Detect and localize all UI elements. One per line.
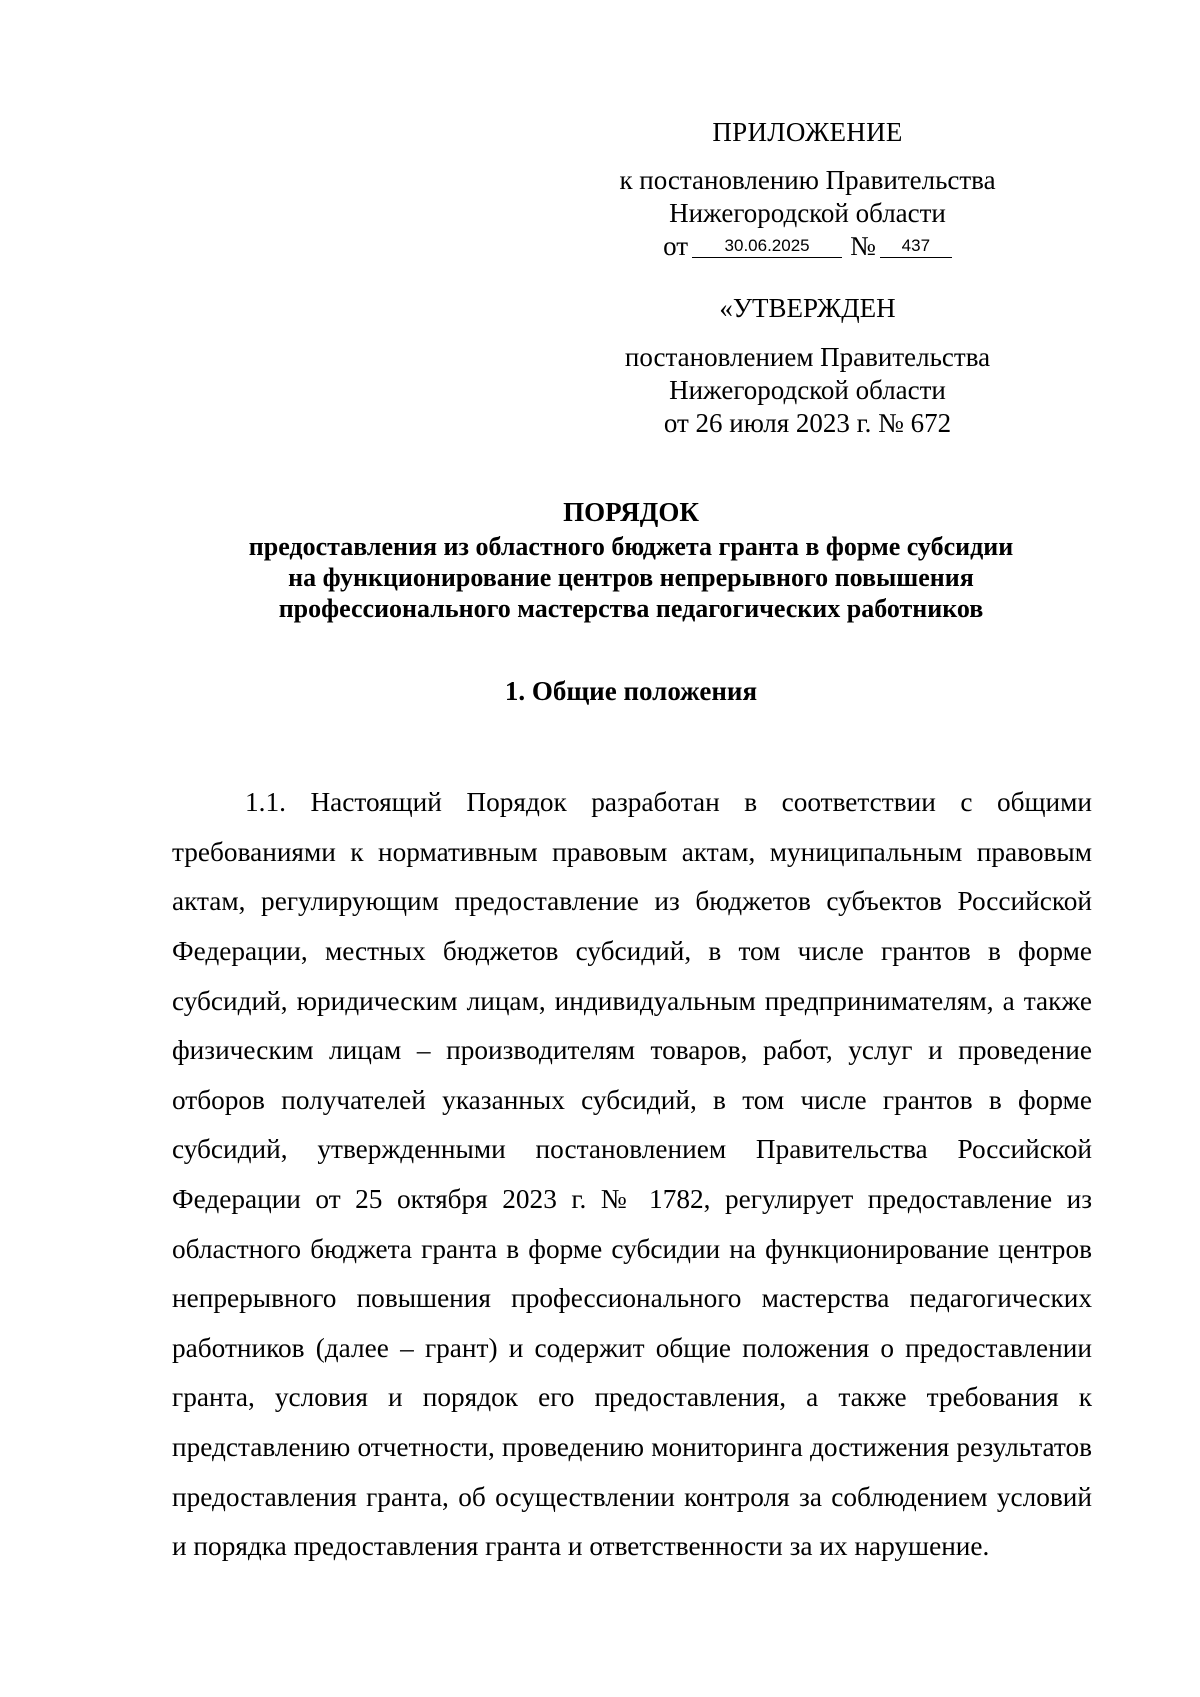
approved-resolution: [600, 341, 1015, 440]
appendix-line-2: Нижегородской области: [669, 198, 946, 228]
number-sign: №: [850, 231, 876, 261]
appendix-number: 437: [880, 235, 952, 258]
appendix-resolution: [600, 164, 1015, 230]
approved-line-2: Нижегородской области: [669, 375, 946, 405]
appendix-date-number-line: [600, 230, 1015, 263]
document-subtitle-line-2: на функционирование центров непрерывного повышения: [288, 563, 974, 592]
approved-line-3: от 26 июля 2023 г. № 672: [663, 408, 952, 438]
appendix-date: 30.06.2025: [692, 235, 842, 258]
approved-line-1: постановлением Правительства: [624, 342, 991, 372]
document-subtitle-line-3: профессионального мастерства педагогических работников: [278, 594, 984, 623]
document-subtitle-line-1: предоставления из областного бюджета гранта в форме субсидии: [248, 532, 1014, 561]
approved-title: «УТВЕРЖДЕН: [719, 293, 896, 323]
section-heading: 1. Общие положения: [504, 676, 758, 706]
date-prefix: от: [663, 231, 689, 261]
appendix-title: ПРИЛОЖЕНИЕ: [712, 117, 903, 147]
document-title-block: [170, 497, 1092, 624]
document-title: ПОРЯДОК: [563, 497, 699, 527]
appendix-line-1: к постановлению Правительства: [619, 165, 996, 195]
section-paragraph: 1.1. Настоящий Порядок разработан в соответствии с общими требованиями к нормативным правовым актам, муниципальным правовым актам, регулирующим предоставление из бюджетов субъектов Российской Федерации, местных бюджетов субсидий, в том числе грантов в форме субсидий, юридическим лицам, индивидуальным предпринимателям, а также физическим лицам – производителям товаров, работ, услуг и проведение отборов получателей указанных субсидий, в том числе грантов в форме субсидий, утвержденными постановлением Правительства Российской Федерации от 25 октября 2023 г. № 1782, регулирует предоставление из областного бюджета гранта в форме субсидии на функционирование центров непрерывного повышения профессионального мастерства педагогических работников (далее – грант) и содержит общие положения о предоставлении гранта, условия и порядок его предоставления, а также требования к представлению отчетности, проведению мониторинга достижения результатов предоставления гранта, об осуществлении контроля за соблюдением условий и порядка предоставления гранта и ответственности за их нарушение.: [172, 787, 1092, 1562]
